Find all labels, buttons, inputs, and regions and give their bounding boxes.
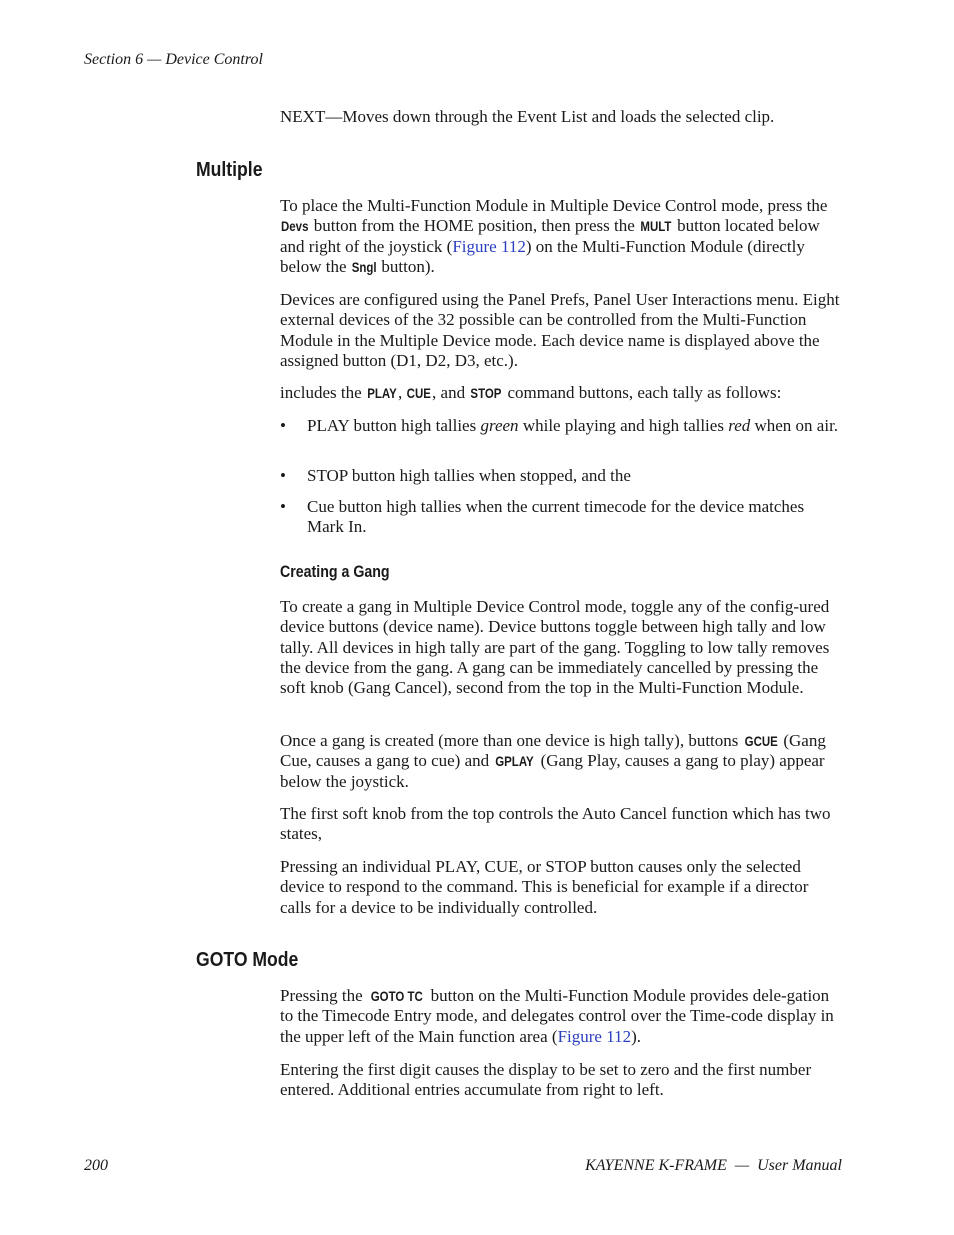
goto-paragraph-1: Pressing the GOTO TC button on the Multi-Function Module provides dele-gation to the Timecode Entry mode, and delegates control over the Time-code display in the upper left of the Main function area (Figure 112). (280, 986, 834, 1046)
multiple-paragraph-2: Devices are configured using the Panel Prefs, Panel User Interactions menu. Eight external devices of the 32 possible can be controlled from the Multi-Function Module in the Multiple Device mode. Each device name is displayed above the assigned button (D1, D2, D3, etc.). (280, 290, 840, 370)
bullet-icon: • (280, 466, 286, 485)
sngl-button-label: Sngl (351, 258, 377, 275)
bullet-icon: • (280, 416, 286, 435)
heading-goto-mode: GOTO Mode (196, 949, 299, 971)
gplay-button-label: GPLAY (495, 753, 535, 770)
bullet-item-stop: • STOP button high tallies when stopped, and the (280, 466, 631, 485)
cue-button-label: CUE (407, 385, 432, 401)
devs-button-label: Devs (281, 218, 309, 235)
gang-paragraph-3: The first soft knob from the top controls the Auto Cancel function which has two states, (280, 804, 831, 844)
manual-title: KAYENNE K-FRAME — User Manual (585, 1157, 842, 1174)
bullet-item-cue: • Cue button high tallies when the current timecode for the device matches Mark In. (280, 497, 805, 537)
goto-paragraph-2: Entering the first digit causes the display to be set to zero and the first number entered. Additional entries accumulate from right to left. (280, 1060, 812, 1100)
multiple-paragraph-1: To place the Multi-Function Module in Multiple Device Control mode, press the Devs button from the HOME position, then press the MULT button located below and right of the joystick (Figure 112) on the Multi-Function Module (directly below the Sngl button). (280, 196, 828, 276)
subheading-creating-a-gang: Creating a Gang (280, 563, 390, 581)
bullet-icon: • (280, 497, 286, 516)
running-header: Section 6 — Device Control (84, 51, 263, 68)
goto-tc-button-label: GOTO TC (370, 988, 423, 1004)
gcue-button-label: GCUE (744, 733, 778, 749)
play-button-label: PLAY (367, 385, 397, 401)
gang-paragraph-1: To create a gang in Multiple Device Control mode, toggle any of the config-ured device buttons (device name). Device buttons toggle between high tally and low tally. All devices in high tally are part of the gang. Toggling to low tally removes the device from the gang. A gang can be immediately cancelled by pressing the soft knob (Gang Cancel), second from the top in the Multi-Function Module. (280, 597, 830, 698)
figure-112-link[interactable]: Figure 112 (452, 236, 526, 256)
figure-112-link[interactable]: Figure 112 (557, 1026, 632, 1046)
multiple-paragraph-3: includes the PLAY, CUE, and STOP command buttons, each tally as follows: (280, 383, 782, 402)
heading-multiple: Multiple (196, 159, 263, 181)
page-number: 200 (84, 1157, 108, 1174)
next-text: NEXT—Moves down through the Event List and loads the selected clip. (280, 107, 775, 126)
bullet-item-play: • PLAY button high tallies green while playing and high tallies red when on air. (280, 416, 839, 435)
stop-button-label: STOP (470, 385, 502, 401)
next-description (280, 107, 842, 127)
mult-button-label: MULT (640, 218, 672, 235)
gang-paragraph-2: Once a gang is created (more than one device is high tally), buttons GCUE (Gang Cue, causes a gang to cue) and GPLAY (Gang Play, causes a gang to play) appear below the joystick. (280, 731, 826, 791)
gang-paragraph-4: Pressing an individual PLAY, CUE, or STOP button causes only the selected device to respond to the command. This is beneficial for example if a director calls for a device to be individually controlled. (280, 857, 809, 917)
